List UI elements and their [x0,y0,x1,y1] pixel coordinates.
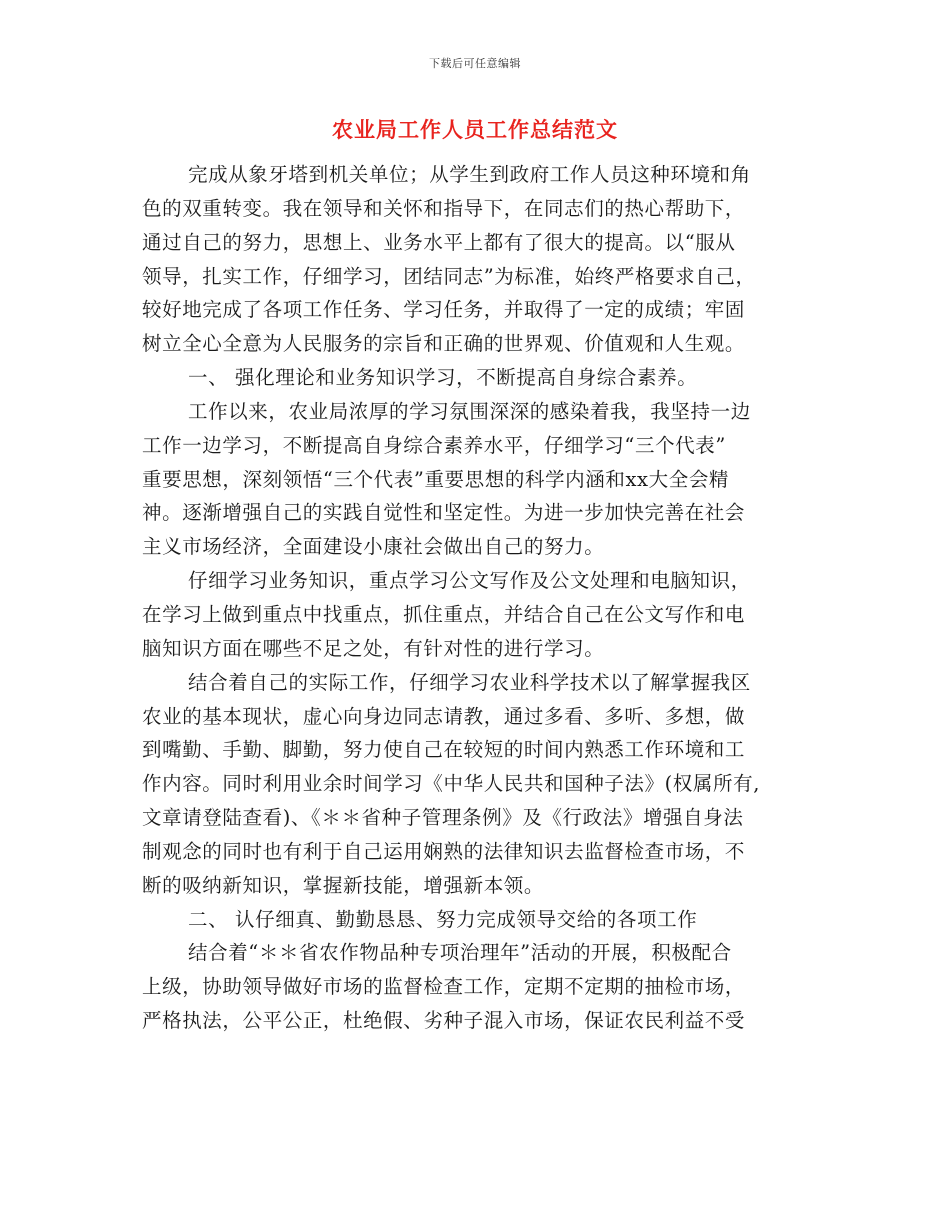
body-line: 作内容。同时利用业余时间学习《中华人民共和国种子法》(权属所有, [142,772,761,796]
document-title: 农业局工作人员工作总结范文 [332,117,618,142]
body-line: 结合着自己的实际工作，仔细学习农业科学技术以了解掌握我区 [188,670,751,694]
body-line: 色的双重转变。我在领导和关怀和指导下，在同志们的热心帮助下， [142,196,746,220]
section-heading-1: 一、 强化理论和业务知识学习，不断提高自身综合素养。 [188,366,698,390]
body-line: 领导，扎实工作，仔细学习，团结同志”为标准，始终严格要求自己， [142,264,756,288]
body-line: 较好地完成了各项工作任务、学习任务，并取得了一定的成绩；牢固 [142,298,746,322]
document-body [142,158,810,1038]
body-line: 树立全心全意为人民服务的宗旨和正确的世界观、价值观和人生观。 [142,332,746,356]
section-heading-2: 二、 认仔细真、勤勤恳恳、努力完成领导交给的各项工作 [188,907,698,931]
body-line: 神。逐渐增强自己的实践自觉性和坚定性。为进一步加快完善在社会 [142,501,746,525]
body-line: 通过自己的努力，思想上、业务水平上都有了很大的提高。以“服从 [142,230,736,254]
body-line: 结合着“＊＊省农作物品种专项治理年”活动的开展，积极配合 [188,941,732,965]
body-line: 断的吸纳新知识，掌握新技能，增强新本领。 [142,873,545,897]
body-line: 脑知识方面在哪些不足之处，有针对性的进行学习。 [142,636,605,660]
body-line: 农业的基本现状，虚心向身边同志请教，通过多看、多听、多想，做 [142,704,746,728]
body-line: 工作以来，农业局浓厚的学习氛围深深的感染着我，我坚持一边 [188,399,751,423]
body-line: 主义市场经济，全面建设小康社会做出自己的努力。 [142,535,605,559]
body-line: 严格执法，公平公正，杜绝假、劣种子混入市场，保证农民利益不受 [142,1009,746,1033]
body-line: 文章请登陆查看)、《＊＊省种子管理条例》及《行政法》增强自身法 [142,806,744,830]
body-line: 重要思想，深刻领悟“三个代表”重要思想的科学内涵和xx大全会精 [142,467,730,491]
body-line: 完成从象牙塔到机关单位；从学生到政府工作人员这种环境和角 [188,163,751,186]
body-line: 上级，协助领导做好市场的监督检查工作，定期不定期的抽检市场， [142,975,746,999]
body-line: 仔细学习业务知识，重点学习公文写作及公文处理和电脑知识， [188,569,751,593]
header-note: 下载后可任意编辑 [429,57,521,70]
body-line: 制观念的同时也有利于自己运用娴熟的法律知识去监督检查市场，不 [142,839,746,863]
body-line: 到嘴勤、手勤、脚勤，努力使自己在较短的时间内熟悉工作环境和工 [142,738,746,762]
body-line: 工作一边学习，不断提高自身综合素养水平，仔细学习“三个代表” [142,433,726,457]
body-line: 在学习上做到重点中找重点，抓住重点，并结合自己在公文写作和电 [142,602,746,626]
